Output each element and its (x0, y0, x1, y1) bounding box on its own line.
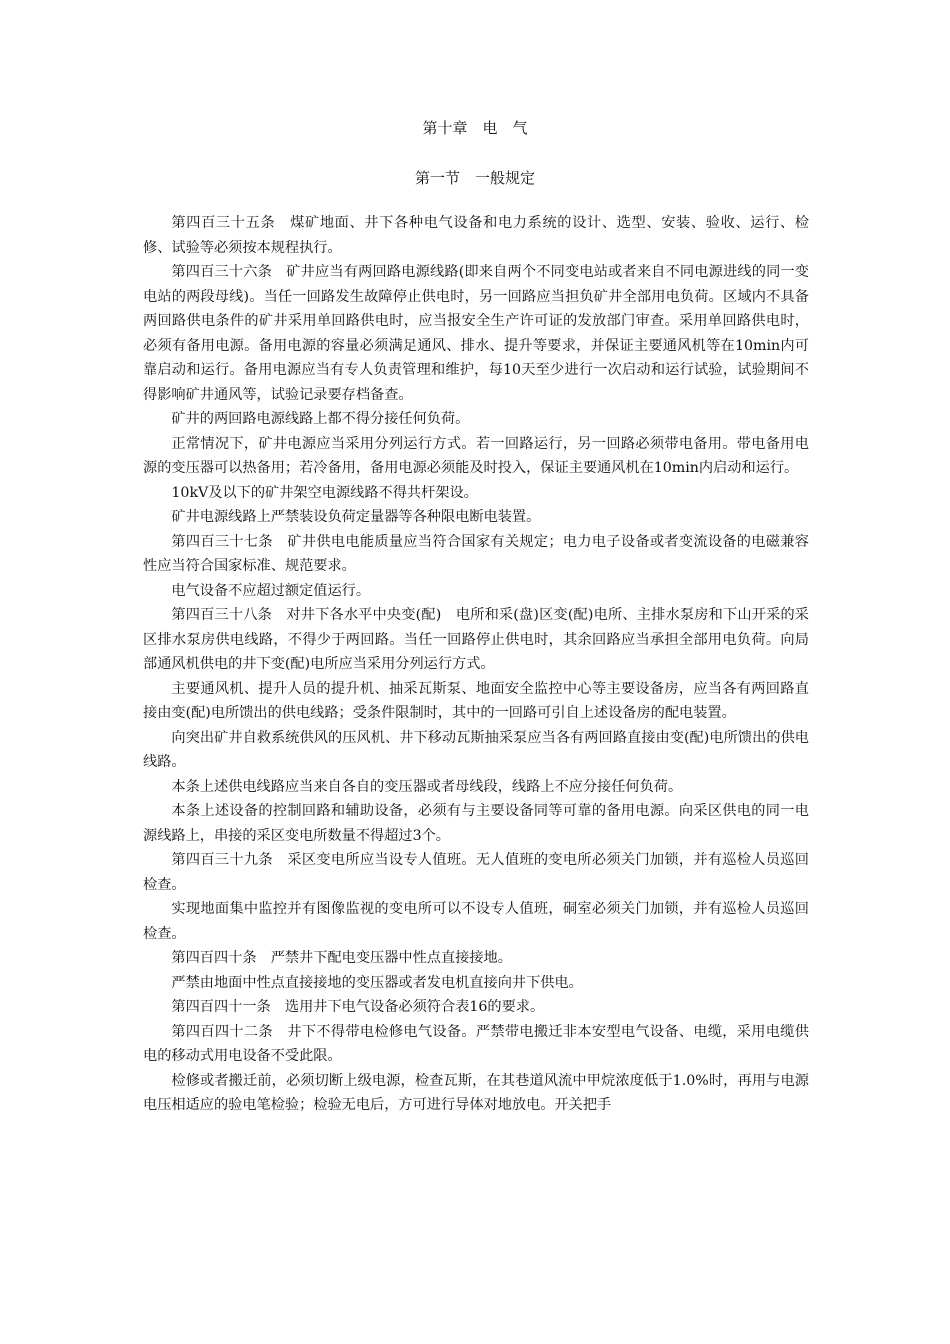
paragraph: 第四百四十一条 选用井下电气设备必须符合表16的要求。 (171, 999, 545, 1015)
paragraph: 矿井电源线路上严禁装设负荷定量器等各种限电断电装置。 (171, 509, 541, 525)
paragraph: 10kV及以下的矿井架空电源线路不得共杆架设。 (171, 484, 478, 501)
paragraph: 向突出矿井自救系统供风的压风机、井下移动瓦斯抽采泵应当各有两回路直接由变(配)电所馈出的供电线路。 (143, 729, 809, 770)
paragraph: 本条上述设备的控制回路和辅助设备，必须有与主要设备同等可靠的备用电源。向采区供电的同一电源线路上，串接的采区变电所数量不得超过3个。 (143, 803, 809, 844)
paragraph: 第四百三十八条 对井下各水平中央变(配) 电所和采(盘)区变(配)电所、主排水泵房和下山开采的采区排水泵房供电线路，不得少于两回路。当任一回路停止供电时，其余回路应当承担全部用电负荷。向局部通风机供电的井下变(配)电所应当采用分列运行方式。 (143, 607, 809, 672)
paragraph: 第四百三十六条 矿井应当有两回路电源线路(即来自两个不同变电站或者来自不同电源进线的同一变电站的两段母线)。当任一回路发生故障停止供电时，另一回路应当担负矿井全部用电负荷。区域内不具备两回路供电条件的矿井采用单回路供电时，应当报安全生产许可证的发放部门审查。采用单回路供电时，必须有备用电源。备用电源的容量必须满足通风、排水、提升等要求，并保证主要通风机等在10min内可靠启动和运行。备用电源应当有专人负责管理和维护，每10天至少进行一次启动和运行试验，试验期间不得影响矿井通风等，试验记录要存档备查。 (143, 264, 809, 403)
paragraph: 检修或者搬迁前，必须切断上级电源，检查瓦斯，在其巷道风流中甲烷浓度低于1.0%时，再用与电源电压相适应的验电笔检验；检验无电后，方可进行导体对地放电。开关把手 (143, 1072, 809, 1113)
paragraph: 本条上述供电线路应当来自各自的变压器或者母线段，线路上不应分接任何负荷。 (171, 778, 683, 795)
paragraph: 第四百三十九条 采区变电所应当设专人值班。无人值班的变电所必须关门加锁，并有巡检人员巡回检查。 (143, 852, 809, 893)
chapter-title: 第十章 电 气 (422, 119, 528, 137)
paragraph: 第四百三十七条 矿井供电电能质量应当符合国家有关规定；电力电子设备或者变流设备的电磁兼容性应当符合国家标准、规范要求。 (143, 533, 809, 574)
section-title: 第一节 一般规定 (414, 169, 535, 187)
paragraph: 第四百四十二条 井下不得带电检修电气设备。严禁带电搬迁非本安型电气设备、电缆，采用电缆供电的移动式用电设备不受此限。 (143, 1023, 809, 1064)
paragraph: 正常情况下，矿井电源应当采用分列运行方式。若一回路运行，另一回路必须带电备用。带电备用电源的变压器可以热备用；若冷备用，备用电源必须能及时投入，保证主要通风机在10min内启动和运行。 (143, 435, 809, 476)
paragraph: 主要通风机、提升人员的提升机、抽采瓦斯泵、地面安全监控中心等主要设备房，应当各有两回路直接由变(配)电所馈出的供电线路；受条件限制时，其中的一回路可引自上述设备房的配电装置。 (143, 680, 809, 721)
paragraph: 实现地面集中监控并有图像监视的变电所可以不设专人值班，硐室必须关门加锁，并有巡检人员巡回检查。 (143, 901, 809, 942)
paragraph: 电气设备不应超过额定值运行。 (171, 582, 371, 599)
paragraph: 第四百四十条 严禁井下配电变压器中性点直接接地。 (171, 950, 512, 966)
paragraph: 严禁由地面中性点直接接地的变压器或者发电机直接向井下供电。 (171, 974, 583, 991)
paragraph: 第四百三十五条 煤矿地面、井下各种电气设备和电力系统的设计、选型、安装、验收、运行、检修、试验等必须按本规程执行。 (143, 215, 809, 256)
body-text (143, 211, 809, 1118)
paragraph: 矿井的两回路电源线路上都不得分接任何负荷。 (171, 411, 470, 427)
